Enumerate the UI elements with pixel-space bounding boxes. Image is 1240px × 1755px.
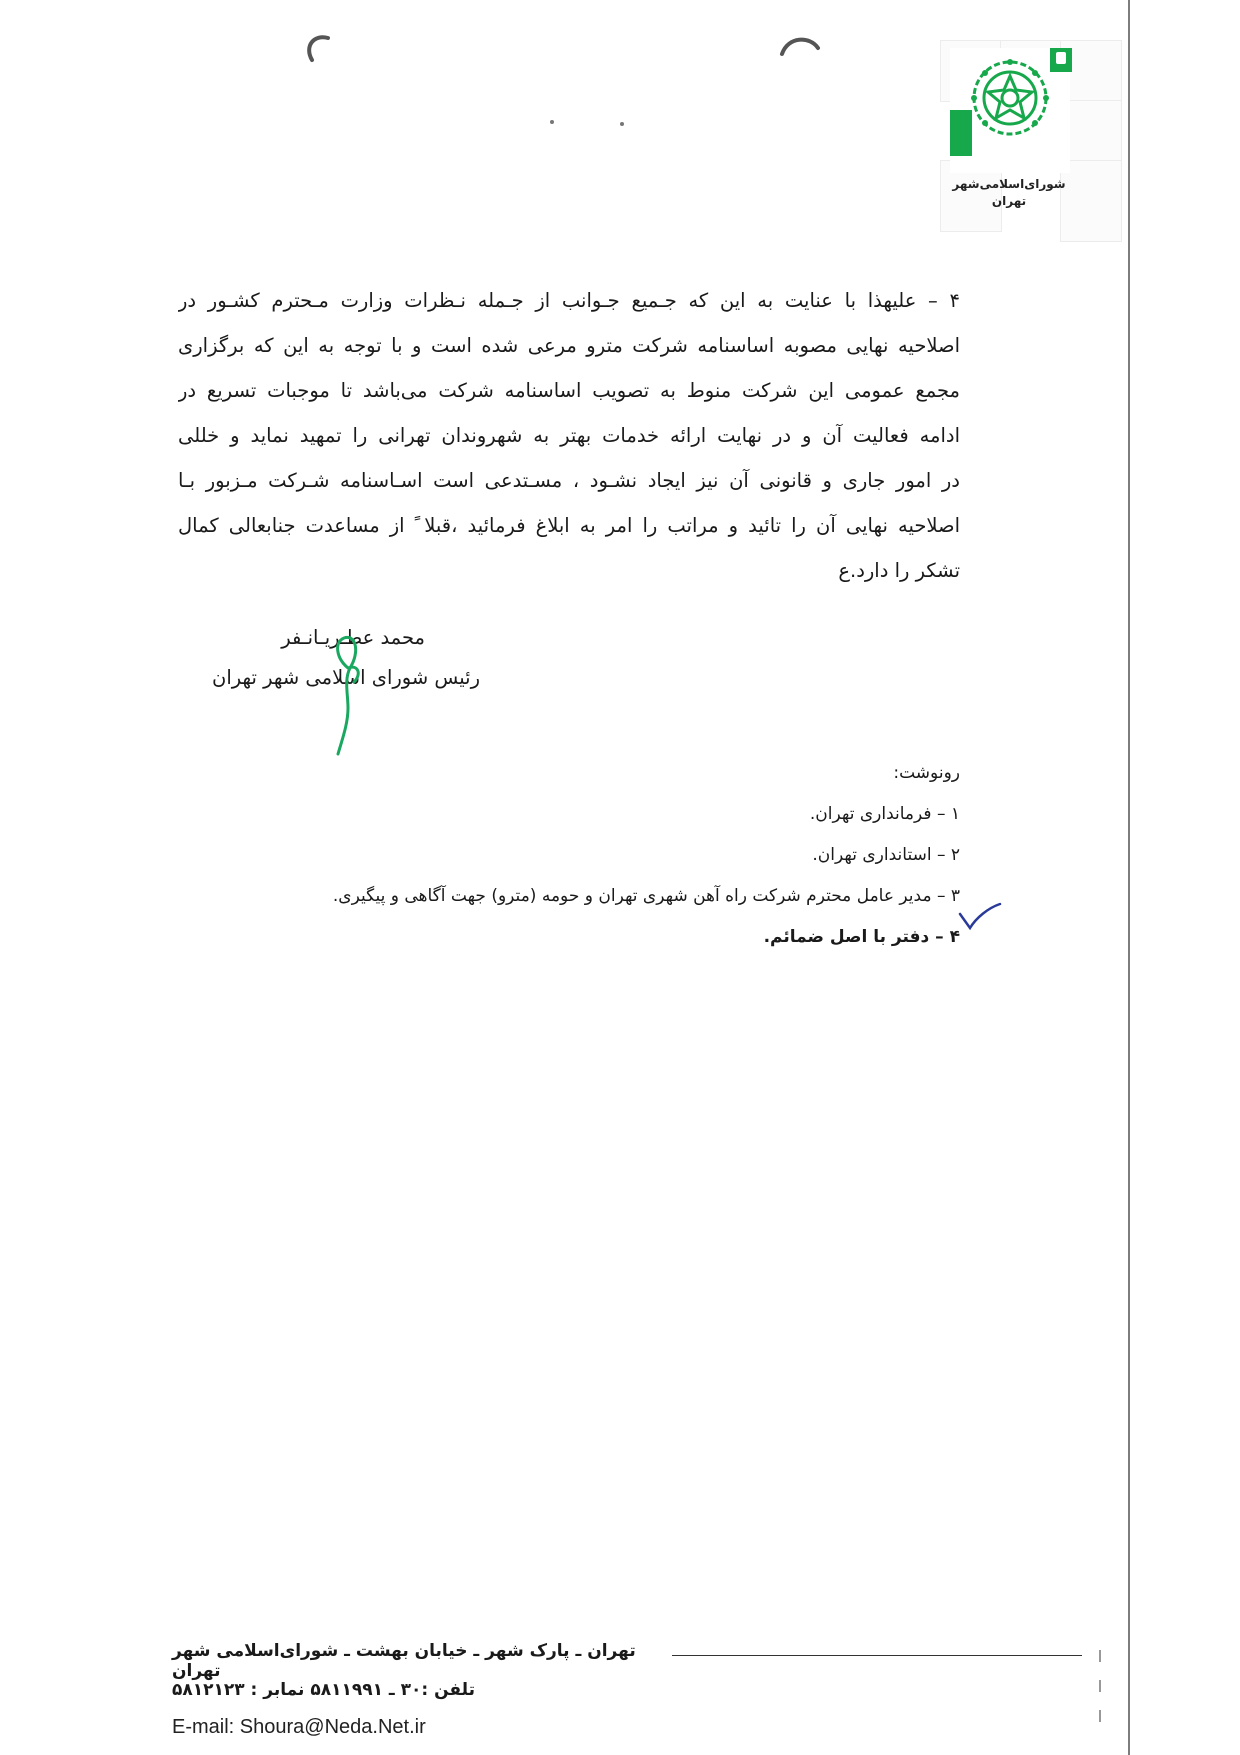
signatory-name: محمد عطـریـانـفر [281, 626, 425, 649]
footer-address: تهران ـ پارک شهر ـ خیابان بهشت ـ شورای‌اسلامی شهر تهران [172, 1641, 636, 1681]
handwritten-signature-icon [318, 628, 378, 758]
margin-tick-marks-icon [1090, 1640, 1110, 1750]
cc-heading: رونوشت: [893, 763, 960, 783]
hole-punch-mark-icon [776, 34, 822, 64]
footer-phone-fax: تلفن :۳۰ ـ ۵۸۱۱۹۹۱ نمابر : ۵۸۱۲۱۲۳ [172, 1680, 475, 1700]
logo-org-name-line2: تهران [991, 194, 1027, 208]
letter-body [178, 278, 960, 593]
cc-item: ۲ – استانداری تهران. [812, 845, 960, 865]
logo-org-name [944, 176, 1074, 210]
carbon-copy-list [260, 752, 960, 958]
cc-item: ۱ – فرمانداری تهران. [809, 804, 960, 824]
body-line: در امور جاری و قانونی آن نیز ایجاد نشـود ، مسـتدعی است اسـاسنامه شـرکت مـزبور بـا [178, 469, 960, 492]
checkmark-icon [956, 902, 1002, 932]
cc-item: ۴ – دفتر با اصل ضمائم. [763, 927, 960, 947]
page-edge-line [1128, 0, 1130, 1755]
logo-org-name-line1: شورای‌اسلامی‌شهر [952, 177, 1066, 191]
body-line: اصلاحیه نهایی آن را تائید و مراتب را امر به ابلاغ فرمائید ،قبلا ً از مساعدت جنابعالی کمال [178, 514, 960, 537]
footer-divider [672, 1655, 1082, 1656]
body-line: مجمع عمومی این شرکت منوط به تصویب اساسنامه شرکت می‌باشد تا موجبات تسریع در [178, 379, 960, 402]
scan-speck-icon [548, 116, 628, 136]
body-line: اصلاحیه نهایی مصوبه اساسنامه شرکت مترو مرعی شده است و با توجه به این که برگزاری [178, 334, 960, 357]
council-emblem-icon [960, 54, 1060, 154]
footer-email: E-mail: Shoura@Neda.Net.ir [172, 1716, 426, 1738]
hole-punch-mark-icon [298, 30, 338, 70]
body-line: ۴ – علیهذا با عنایت به این که جـمیع جـوانب از جـمله نـظرات وزارت مـحترم کشـور در [178, 289, 960, 312]
body-line: ادامه فعالیت آن و در نهایت ارائه خدمات بهتر به شهروندان تهرانی را تمهید نماید و خللی [178, 424, 960, 447]
cc-item: ۳ – مدیر عامل محترم شرکت راه آهن شهری تهران و حومه (مترو) جهت آگاهی و پیگیری. [332, 886, 960, 906]
signatory-title: رئیس شورای اسلامی شهر تهران [212, 666, 480, 689]
body-line: تشکر را دارد.ع [838, 559, 960, 582]
